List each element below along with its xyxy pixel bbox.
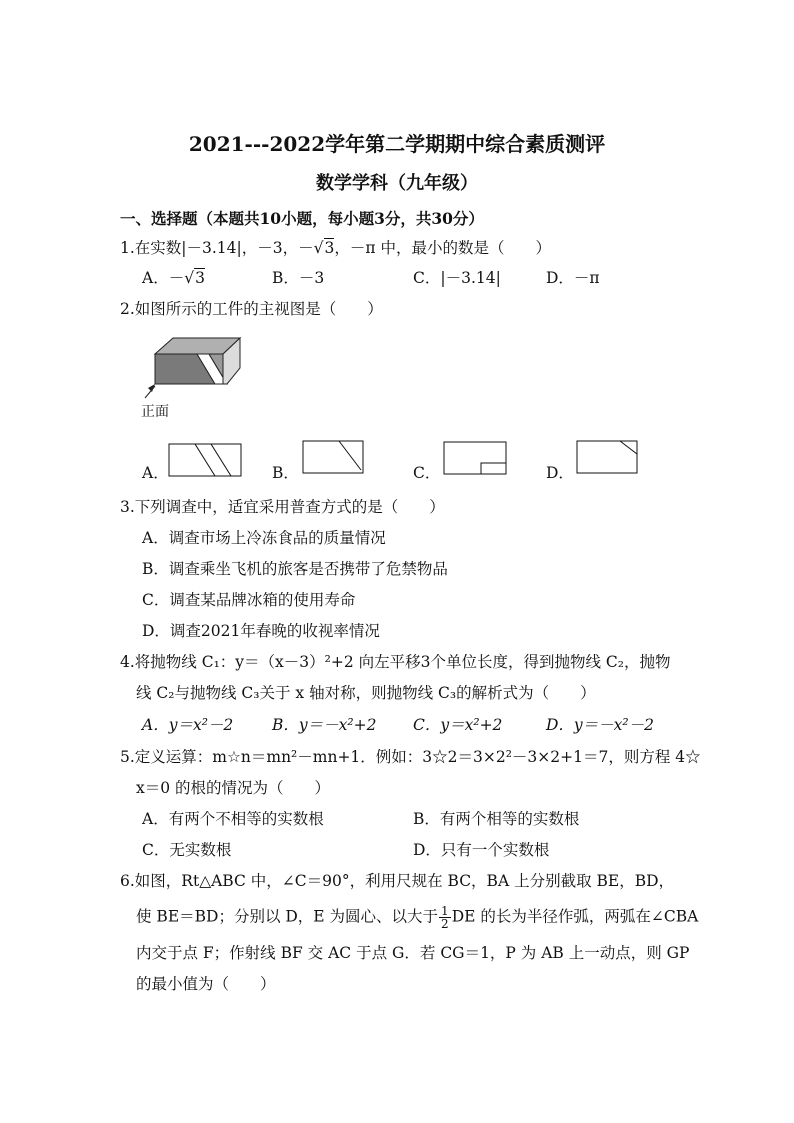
q6-line1: 6.如图，Rt△ABC 中，∠C＝90°，利用尺规在 BC，BA 上分别截取 BE，BD， xyxy=(120,872,675,890)
q5-option-a: A．有两个不相等的实数根 xyxy=(142,810,324,828)
q4-option-d: D．y＝－x²－2 xyxy=(546,716,655,734)
front-label: 正面 xyxy=(141,404,169,420)
q4-option-a: A．y＝x²－2 xyxy=(142,716,234,734)
q3-option-a: A．调查市场上冷冻食品的质量情况 xyxy=(142,529,386,547)
q6-fraction: $\frac{1}{2}$ xyxy=(441,904,449,931)
q1-sqrt: √3 xyxy=(313,239,335,257)
q2-option-d-label: D． xyxy=(546,464,574,482)
q5-line2: x＝0 的根的情况为（ ） xyxy=(136,779,331,797)
exam-subtitle: 数学学科（九年级） xyxy=(316,173,478,194)
q1-option-b: B．－3 xyxy=(272,269,325,287)
q3-stem: 3.下列调查中，适宜采用普查方式的是（ ） xyxy=(120,498,445,516)
q1-option-d: D．－π xyxy=(546,269,600,287)
q5-option-d: D．只有一个实数根 xyxy=(413,841,550,859)
q3-option-b: B．调查乘坐飞机的旅客是否携带了危禁物品 xyxy=(142,560,448,578)
workpiece-figure xyxy=(135,326,245,406)
exam-title: 2021---2022学年第二学期期中综合素质测评 xyxy=(188,132,606,156)
q2-option-c-figure xyxy=(443,441,507,475)
q1-stem-b: ，－π 中，最小的数是（ ） xyxy=(334,239,551,257)
q5-option-c: C．无实数根 xyxy=(142,841,232,859)
q6-line3: 内交于点 F；作射线 BF 交 AC 于点 G．若 CG＝1，P 为 AB 上一动点，则 GP xyxy=(136,944,690,962)
q2-option-b-figure xyxy=(302,440,364,474)
q2-option-b-label: B． xyxy=(272,464,299,482)
q4-option-c: C．y＝x²+2 xyxy=(413,716,503,734)
q2-option-c-label: C． xyxy=(413,464,441,482)
q2-stem: 2.如图所示的工件的主视图是（ ） xyxy=(120,300,383,318)
q1-stem xyxy=(120,237,551,259)
q5-line1: 5.定义运算：m☆n＝mn²－mn+1．例如：3☆2＝3×2²－3×2+1＝7，则方程 4☆ xyxy=(120,748,701,766)
section-heading: 一、选择题（本题共10小题，每小题3分，共30分） xyxy=(120,209,484,228)
q3-option-c: C．调查某品牌冰箱的使用寿命 xyxy=(142,591,356,609)
q1-stem-a: 1.在实数|－3.14|，－3，－ xyxy=(120,239,314,257)
q2-option-d-figure xyxy=(576,440,638,474)
q1-option-a: A．－√3 xyxy=(142,269,205,287)
q4-line2: 线 C₂与抛物线 C₃关于 x 轴对称，则抛物线 C₃的解析式为（ ） xyxy=(136,684,596,702)
q5-option-b: B．有两个相等的实数根 xyxy=(413,810,580,828)
q1-option-c: C．|－3.14| xyxy=(413,269,501,287)
q6-line2: 使 BE＝BD；分别以 D，E 为圆心、以大于 $\frac{1}{2}$ DE 的长为半径作弧，两弧在∠CBA xyxy=(136,904,699,931)
q2-option-a-figure xyxy=(168,443,242,477)
q2-option-a-label: A． xyxy=(142,464,169,482)
q4-option-b: B．y＝－x²+2 xyxy=(272,716,377,734)
q4-line1: 4.将抛物线 C₁：y＝（x－3）²+2 向左平移3个单位长度，得到抛物线 C₂，抛物 xyxy=(120,653,671,671)
q6-line4: 的最小值为（ ） xyxy=(136,975,276,993)
q3-option-d: D．调查2021年春晚的收视率情况 xyxy=(142,622,380,640)
